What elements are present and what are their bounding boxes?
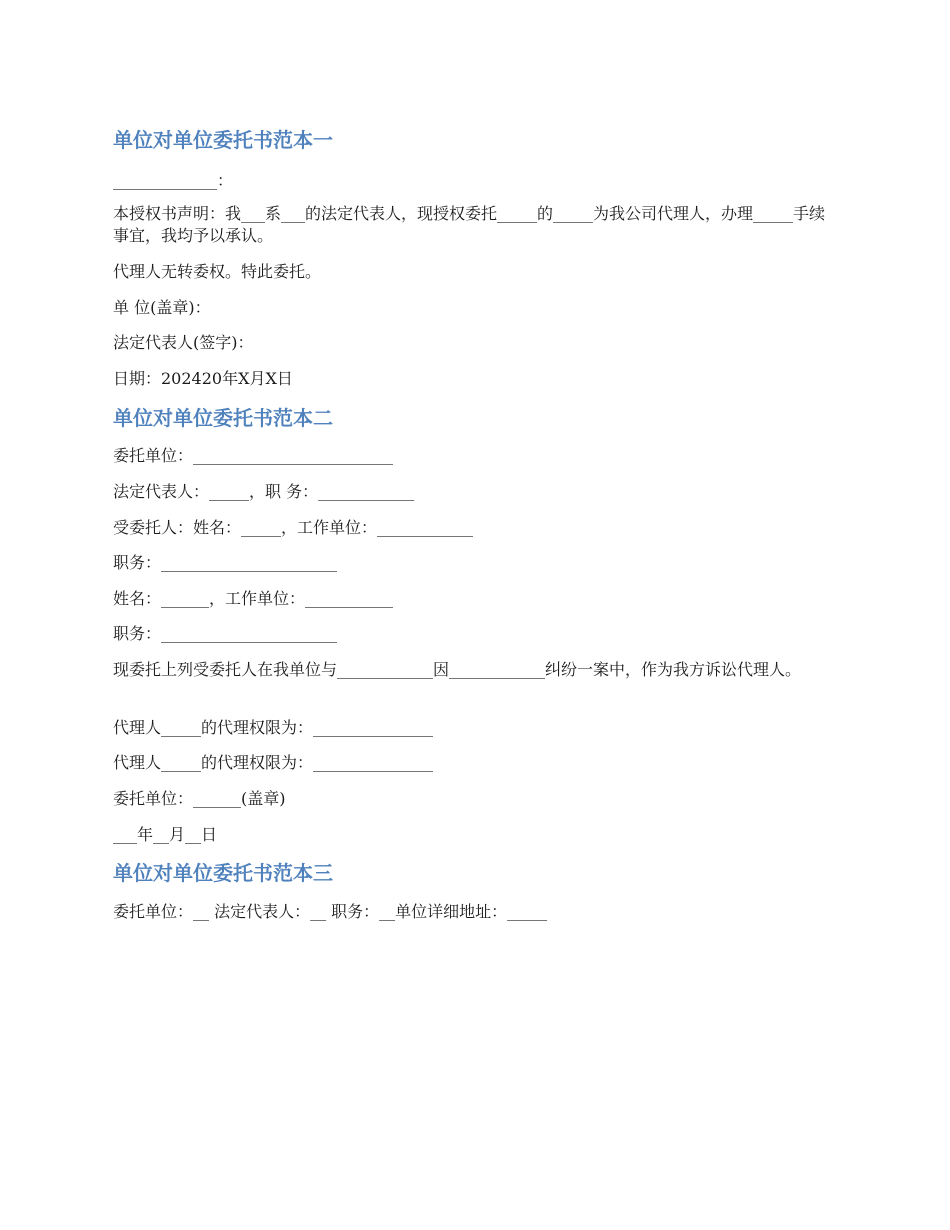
trustee-name-unit-line: 受委托人：姓名：_____，工作单位：____________ [113, 518, 474, 537]
legal-rep-position-line: 法定代表人：_____，职 务：____________ [113, 482, 415, 501]
unit-seal-line: 单 位(盖章)： [113, 298, 211, 317]
legal-rep-signature-line: 法定代表人(签字)： [113, 333, 254, 352]
no-sub-delegation-line: 代理人无转委权。特此委托。 [113, 262, 322, 281]
section-heading-3: 单位对单位委托书范本三 [113, 861, 333, 885]
entrusting-unit-line: 委托单位：_________________________ [113, 446, 394, 465]
agent-authority-line-1: 代理人_____的代理权限为：_______________ [113, 718, 434, 737]
trustee-position-line: 职务：______________________ [113, 553, 338, 572]
date-blank-line: ___年__月__日 [113, 825, 218, 844]
litigation-paragraph: 现委托上列受委托人在我单位与____________因____________纠纷一案中，作为我方诉讼代理人。 [113, 660, 802, 679]
date-line: 日期：202420年X月X日 [113, 369, 293, 388]
second-position-line: 职务：______________________ [113, 624, 338, 643]
declaration-paragraph: 本授权书声明：我___系___的法定代表人，现授权委托_____的_____为我公司代理人，办理_____手续事宜，我均予以承认。 [113, 204, 826, 245]
entrusting-unit-seal-line: 委托单位：______(盖章) [113, 789, 286, 808]
section-heading-1: 单位对单位委托书范本一 [113, 128, 333, 152]
agent-authority-line-2: 代理人_____的代理权限为：_______________ [113, 753, 434, 772]
entrusting-unit-details-line: 委托单位：__ 法定代表人：__ 职务：__单位详细地址：_____ [113, 902, 548, 921]
addressee-line: _____________： [113, 171, 234, 190]
section-heading-2: 单位对单位委托书范本二 [113, 406, 333, 430]
second-name-unit-line: 姓名：______，工作单位：___________ [113, 589, 394, 608]
